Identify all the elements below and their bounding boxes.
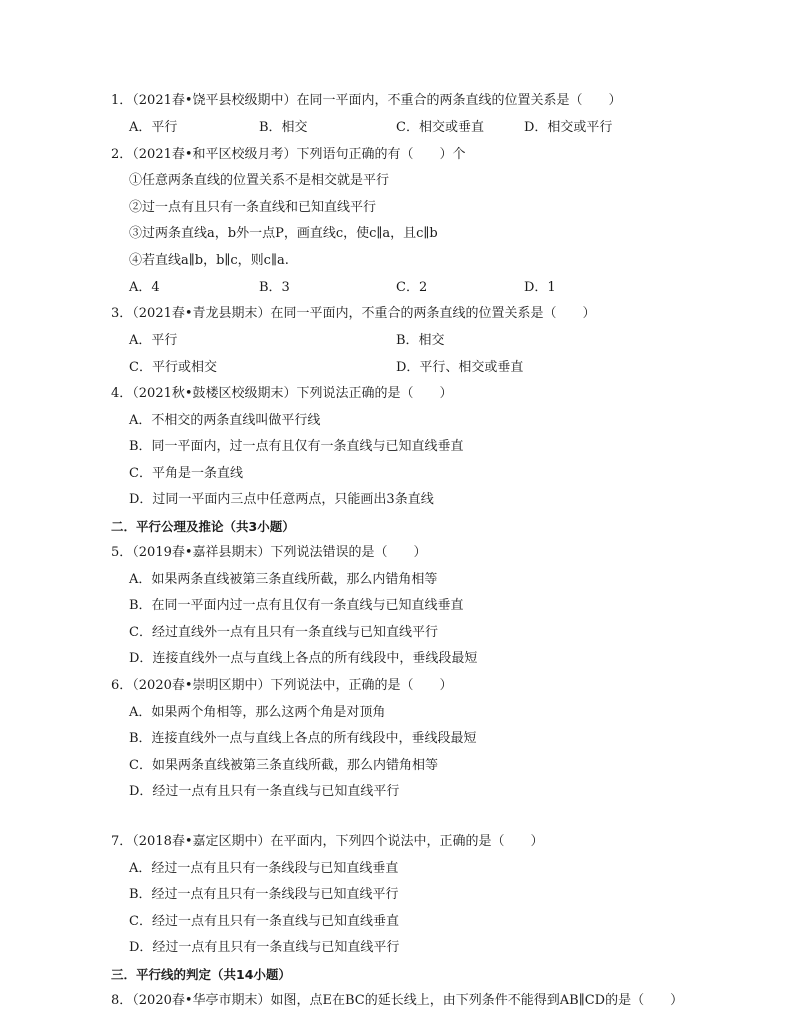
question-1-option-a[interactable]: A．平行 xyxy=(129,120,178,135)
question-5-option-c[interactable]: C．经过直线外一点有且只有一条直线与已知直线平行 xyxy=(129,625,438,640)
question-4-option-b[interactable]: B．同一平面内，过一点有且仅有一条直线与已知直线垂直 xyxy=(129,439,464,454)
question-2-option-d[interactable]: D．1 xyxy=(524,280,556,295)
question-2-statement-4: ④若直线a∥b，b∥c，则c∥a. xyxy=(129,253,289,268)
question-3-stem: 3．（2021春•青龙县期末）在同一平面内，不重合的两条直线的位置关系是（ ） xyxy=(111,306,596,321)
question-3-option-b[interactable]: B．相交 xyxy=(396,333,445,348)
question-2-statement-2: ②过一点有且只有一条直线和已知直线平行 xyxy=(129,200,377,215)
question-8-stem: 8．（2020春•华亭市期末）如图，点E在BC的延长线上，由下列条件不能得到AB∥CD的是（ ） xyxy=(111,993,684,1008)
question-4-option-a[interactable]: A．不相交的两条直线叫做平行线 xyxy=(129,413,321,428)
section-heading-3: 三．平行线的判定（共14小题） xyxy=(111,967,291,982)
question-6-option-a[interactable]: A．如果两个角相等，那么这两个角是对顶角 xyxy=(129,705,386,720)
question-6-option-d[interactable]: D．经过一点有且只有一条直线与已知直线平行 xyxy=(129,784,400,799)
question-4-option-c[interactable]: C．平角是一条直线 xyxy=(129,466,243,481)
question-5-option-a[interactable]: A．如果两条直线被第三条直线所截，那么内错角相等 xyxy=(129,572,438,587)
question-5-option-b[interactable]: B．在同一平面内过一点有且仅有一条直线与已知直线垂直 xyxy=(129,598,464,613)
question-1-option-b[interactable]: B．相交 xyxy=(259,120,308,135)
question-2-statement-1: ①任意两条直线的位置关系不是相交就是平行 xyxy=(129,173,390,188)
question-7-option-c[interactable]: C．经过一点有且只有一条直线与已知直线垂直 xyxy=(129,914,399,929)
question-2-statement-3: ③过两条直线a，b外一点P，画直线c，使c∥a，且c∥b xyxy=(129,226,438,241)
question-1-option-d[interactable]: D．相交或平行 xyxy=(524,120,613,135)
question-1-stem: 1．（2021春•饶平县校级期中）在同一平面内，不重合的两条直线的位置关系是（ ） xyxy=(111,93,622,108)
question-3-option-c[interactable]: C．平行或相交 xyxy=(129,360,217,375)
question-4-option-d[interactable]: D．过同一平面内三点中任意两点，只能画出3条直线 xyxy=(129,492,434,507)
question-6-option-b[interactable]: B．连接直线外一点与直线上各点的所有线段中，垂线段最短 xyxy=(129,731,477,746)
question-7-option-b[interactable]: B．经过一点有且只有一条线段与已知直线平行 xyxy=(129,887,399,902)
question-7-option-d[interactable]: D．经过一点有且只有一条直线与已知直线平行 xyxy=(129,940,400,955)
question-6-option-c[interactable]: C．如果两条直线被第三条直线所截，那么内错角相等 xyxy=(129,758,438,773)
question-2-option-a[interactable]: A．4 xyxy=(129,280,160,295)
question-7-stem: 7．（2018春•嘉定区期中）在平面内，下列四个说法中，正确的是（ ） xyxy=(111,834,544,849)
question-3-option-d[interactable]: D．平行、相交或垂直 xyxy=(396,360,524,375)
section-heading-2: 二．平行公理及推论（共3小题） xyxy=(111,519,295,534)
question-2-option-b[interactable]: B．3 xyxy=(259,280,290,295)
question-4-stem: 4．（2021秋•鼓楼区校级期末）下列说法正确的是（ ） xyxy=(111,386,453,401)
question-2-stem: 2．（2021春•和平区校级月考）下列语句正确的有（ ）个 xyxy=(111,147,466,162)
question-2-option-c[interactable]: C．2 xyxy=(396,280,428,295)
question-7-option-a[interactable]: A．经过一点有且只有一条线段与已知直线垂直 xyxy=(129,861,399,876)
question-5-option-d[interactable]: D．连接直线外一点与直线上各点的所有线段中，垂线段最短 xyxy=(129,651,478,666)
question-1-option-c[interactable]: C．相交或垂直 xyxy=(396,120,484,135)
question-6-stem: 6．（2020春•崇明区期中）下列说法中，正确的是（ ） xyxy=(111,678,453,693)
question-5-stem: 5．（2019春•嘉祥县期末）下列说法错误的是（ ） xyxy=(111,545,427,560)
question-3-option-a[interactable]: A．平行 xyxy=(129,333,178,348)
